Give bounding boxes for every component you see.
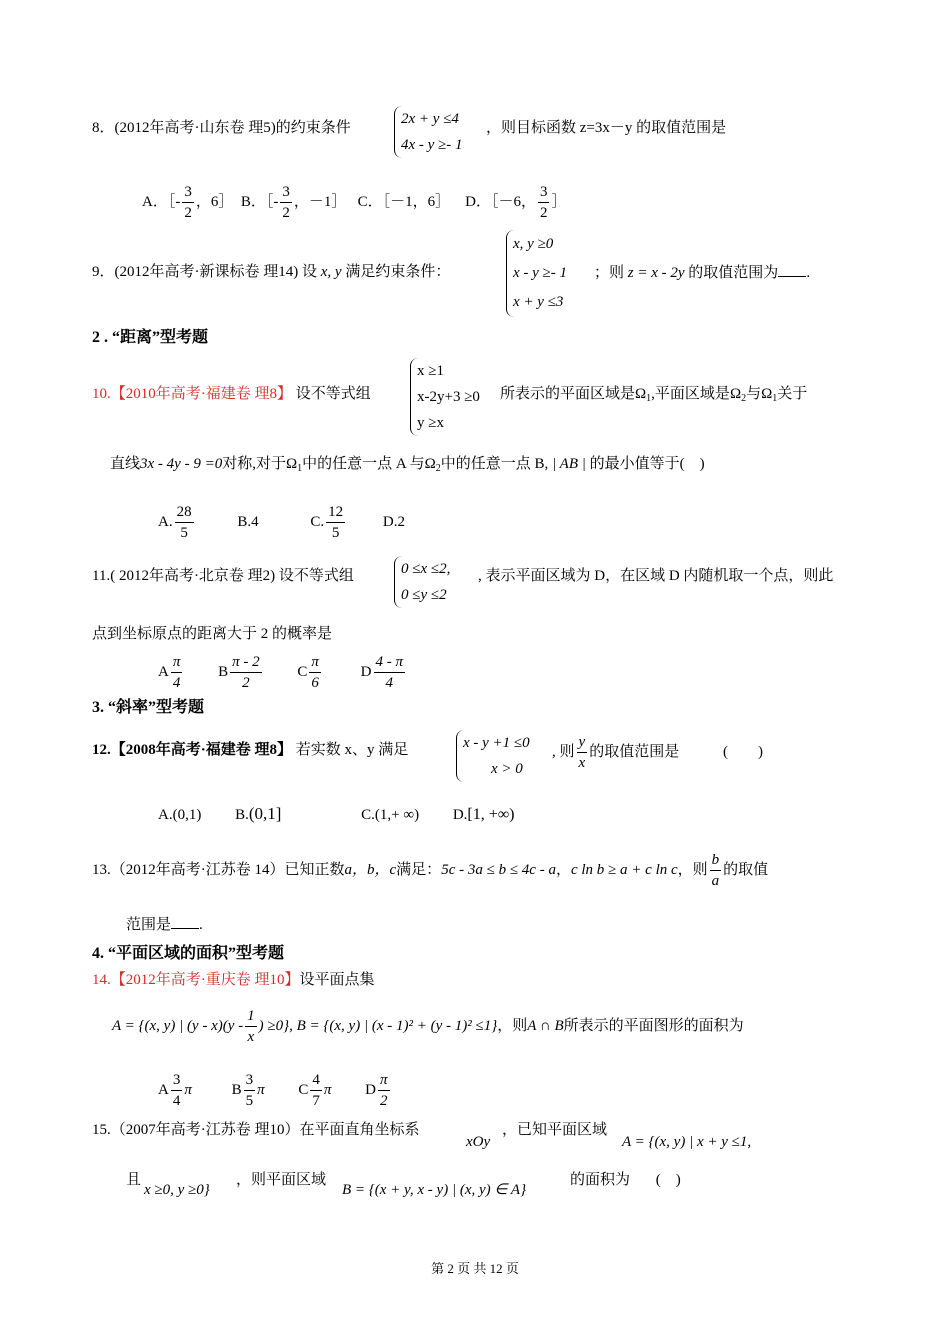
q9-text: 9．(2012年高考·新课标卷 理14) 设 x, y 满足约束条件：	[92, 264, 451, 280]
q15-line2: 且	[126, 1172, 142, 1188]
q12-system: x - y +1 ≤0 x > 0	[456, 730, 530, 782]
q14-text: 14.【2012年高考·重庆卷 理10】设平面点集	[92, 972, 375, 988]
q15-mid: ，已知平面区域	[502, 1122, 608, 1138]
q14-sets: A = {(x, y) | (y - x)(y - $\frac{1}{x}$ ) ≥0}, B = {(x, y) | (x - 1)² + (y - 1)² ≤1}，则A ∩ B所表示的平面图形的面积为	[112, 1008, 744, 1046]
q8-suffix: ，则目标函数 z=3x－y 的取值范围是	[486, 120, 727, 136]
section-heading-slope: 3. “斜率”型考题	[92, 699, 205, 716]
q10-suffix: 所表示的平面区域是$\Omega_1$,平面区域是$\Omega_2$与$\Omega_1$关于	[500, 386, 808, 404]
q15-xoy: xOy	[466, 1134, 491, 1150]
q10-text: 10.【2010年高考·福建卷 理8】 设不等式组	[92, 386, 371, 402]
q8-options: A．［- $\frac{3}{2}$ ，6］ B．［- $\frac{3}{2}$ ，－1］ C．［－1，6］ D．［－6， $\frac{3}{2}$ ］	[142, 184, 567, 222]
q15-line2b: ，则平面区域	[236, 1172, 327, 1188]
answer-blank	[778, 262, 806, 277]
q9-suffix: ；则 z = x - 2y 的取值范围为 .	[594, 262, 810, 283]
q12-suffix: , 则 $\frac{y}{x}$ 的取值范围是 ( )	[552, 734, 763, 772]
q12-text: 12.【2008年高考·福建卷 理8】 若实数 x、y 满足	[92, 742, 409, 758]
q8-text: 8．(2012年高考·山东卷 理5)的约束条件	[92, 120, 351, 136]
q10-system: x ≥1 x-2y+3 ≥0 y ≥x	[410, 358, 480, 436]
q10-line2: 直线3x - 4y - 9 =0对称,对于$\Omega_1$中的任意一点 A 与$\Omega_2$中的任意一点 B, | AB | 的最小值等于( )	[110, 456, 705, 474]
q13-text: 13.（2012年高考·江苏卷 14）已知正数a，b，c满足：5c - 3a ≤ b ≤ 4c - a，c ln b ≥ a + c ln c，则 $\frac{b}{a}$ 的取值	[92, 852, 769, 890]
section-heading-distance: 2 . “距离”型考题	[92, 329, 209, 346]
q11-suffix: , 表示平面区域为 D，在区域 D 内随机取一个点，则此	[478, 568, 834, 584]
q11-text: 11.( 2012年高考·北京卷 理2) 设不等式组	[92, 568, 354, 584]
q15-text: 15.（2007年高考·江苏卷 理10）在平面直角坐标系	[92, 1122, 420, 1138]
q11-line2: 点到坐标原点的距离大于 2 的概率是	[92, 626, 333, 642]
section-heading-area: 4. “平面区域的面积”型考题	[92, 945, 285, 962]
q8-system: 2x + y ≤4 4x - y ≥- 1	[394, 106, 463, 158]
q13-line2: 范围是 .	[126, 914, 203, 935]
q15-setA: A = {(x, y) | x + y ≤1,	[622, 1134, 752, 1150]
q10-options: A. $\frac{28}{5}$ B.4 C. $\frac{12}{5}$ D.2	[158, 504, 405, 542]
q14-options: A $\frac{3}{4}$ π B $\frac{3}{5}$ π C $\frac{4}{7}$ π D $\frac{\pi}{2}$	[158, 1072, 388, 1110]
q11-options: A $\frac{\pi}{4}$ B $\frac{\pi - 2}{2}$ C $\frac{\pi}{6}$ D $\frac{4 - \pi}{4}$	[158, 654, 404, 692]
q15-line2c: 的面积为 ( )	[570, 1172, 681, 1188]
q9-system: x, y ≥0 x - y ≥- 1 x + y ≤3	[506, 230, 567, 317]
q15-cond: x ≥0, y ≥0}	[144, 1182, 210, 1198]
page-footer: 第 2 页 共 12 页	[431, 1261, 519, 1276]
q12-options: A.(0,1) B.(0,1] C.(1,+ ∞) D.[1, +∞)	[158, 804, 515, 823]
q11-system: 0 ≤x ≤2, 0 ≤y ≤2	[394, 556, 450, 608]
answer-blank	[171, 914, 199, 929]
q15-setB: B = {(x + y, x - y) | (x, y) ∈ A}	[342, 1182, 527, 1198]
